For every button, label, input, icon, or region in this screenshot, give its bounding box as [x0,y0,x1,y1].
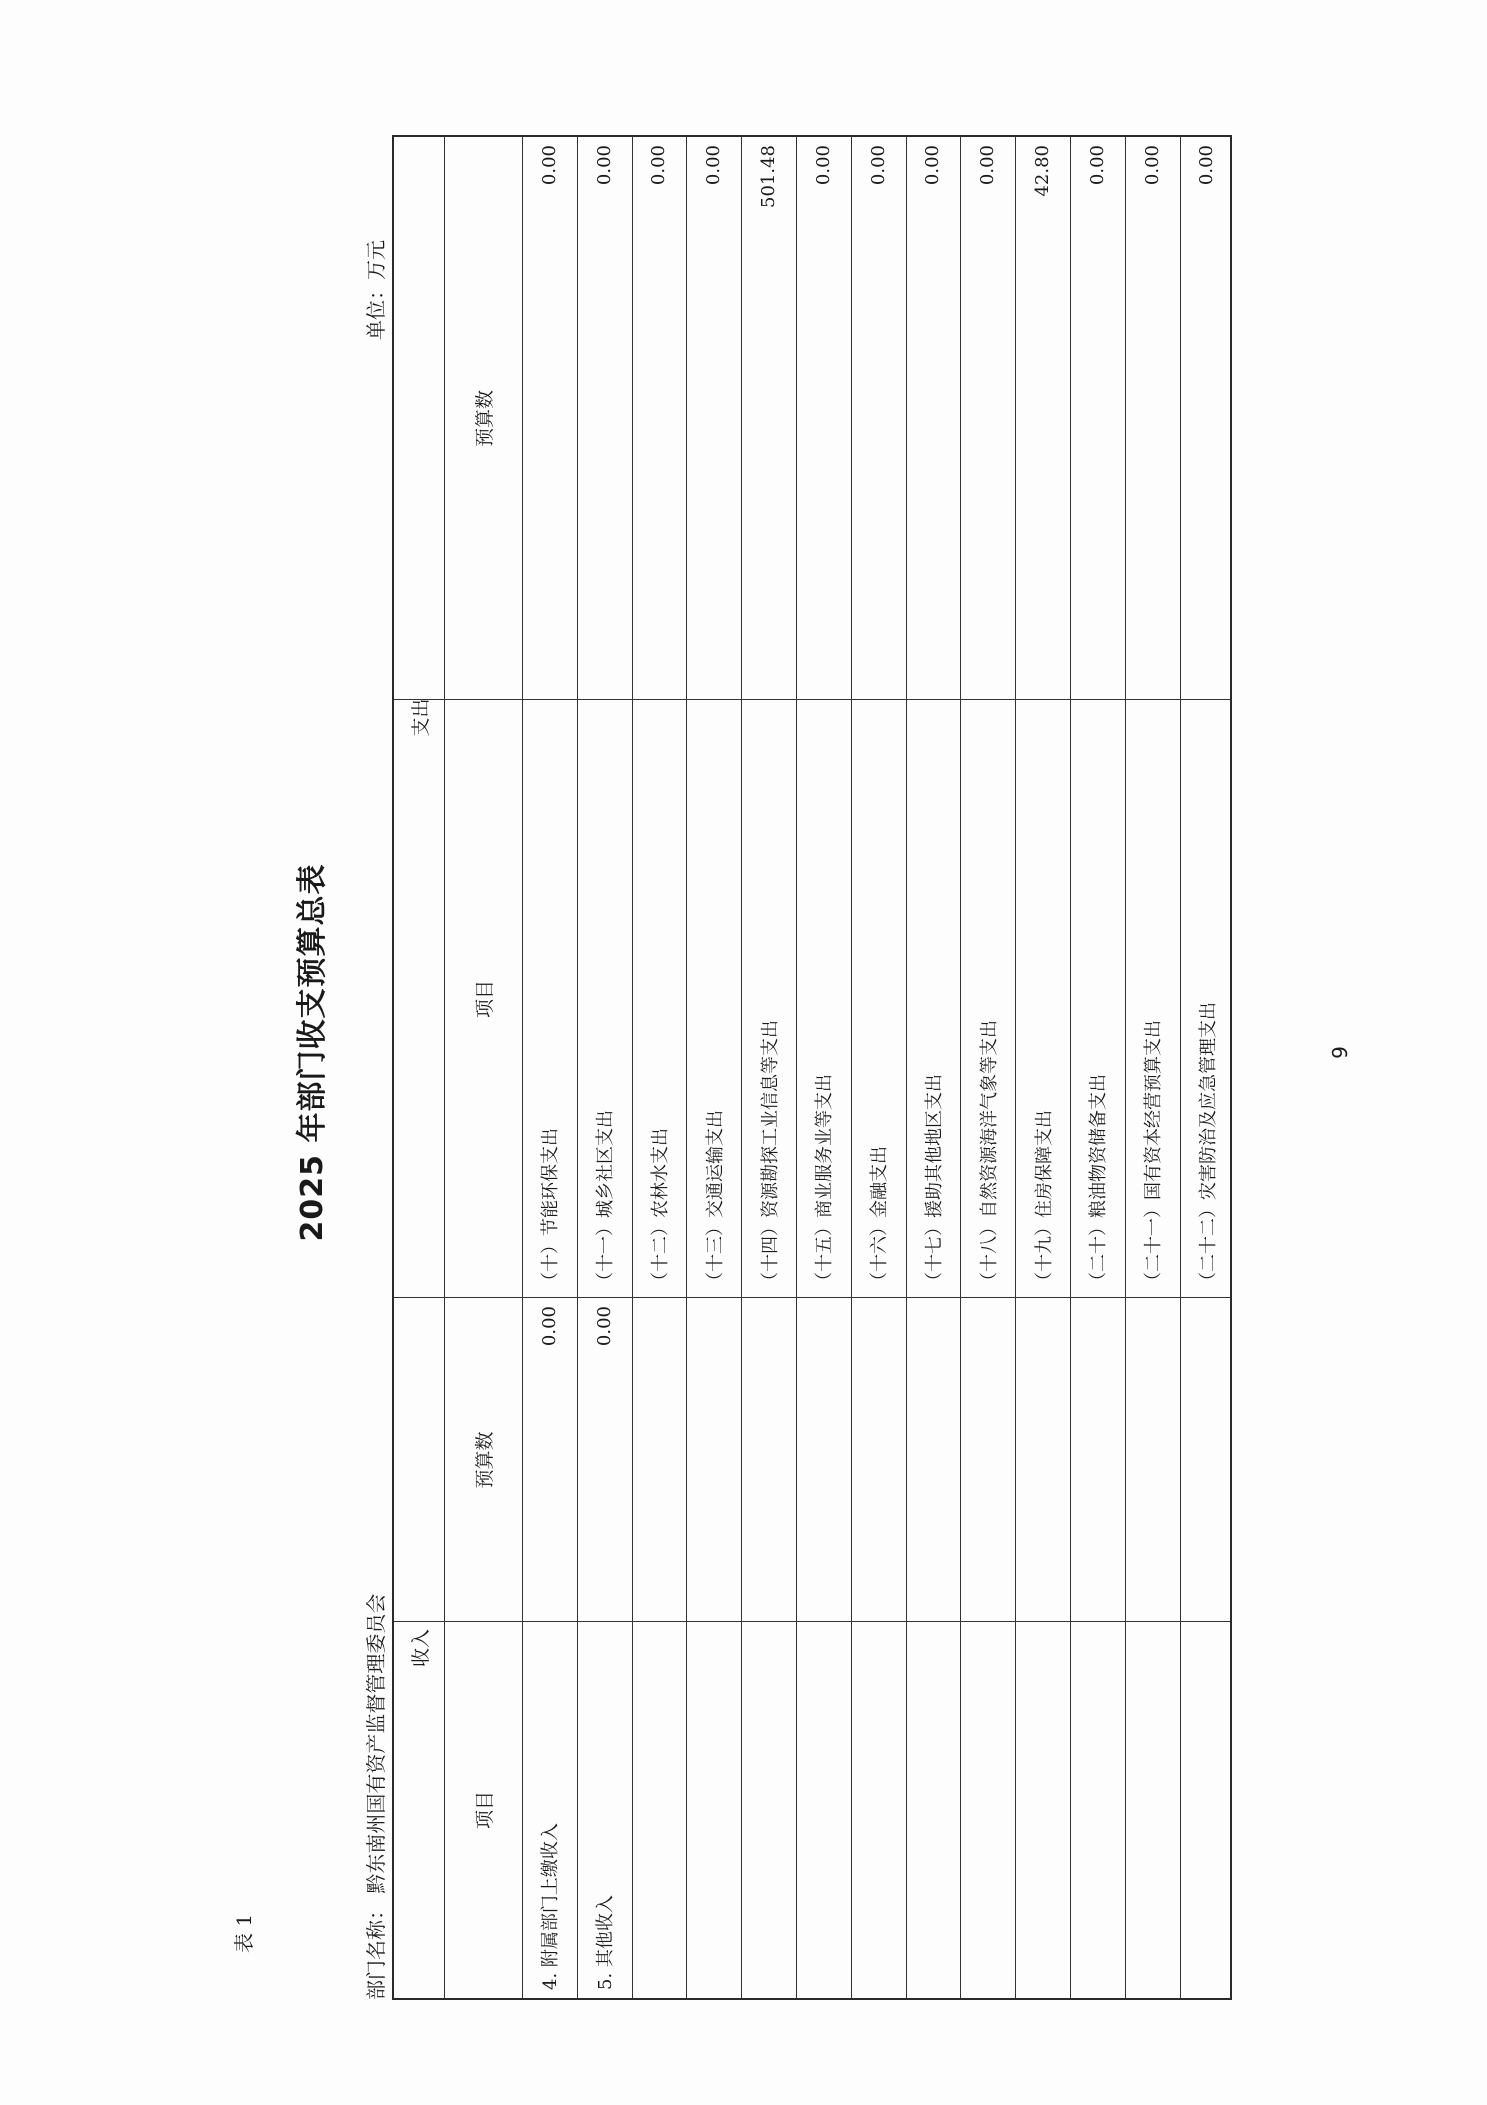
income-item-cell [1070,1622,1125,1998]
income-amount-cell [632,1298,687,1622]
income-amount-cell [1125,1298,1180,1622]
income-item-cell: 5. 其他收入 [595,1895,617,1990]
income-amount-cell [741,1298,796,1622]
expenditure-amount-cell: 0.00 [1086,145,1108,186]
income-item-cell: 4. 附属部门上缴收入 [540,1823,562,1990]
income-item-cell [960,1622,1015,1998]
income-item-cell [1180,1622,1235,1998]
expenditure-item-header: 项目 [473,980,496,1019]
expenditure-item-cell: （二十二）灾害防治及应急管理支出 [1197,1002,1219,1290]
expenditure-header: 支出 [409,698,432,737]
unit-label: 单位：万元 [364,240,388,340]
expenditure-amount-cell: 0.00 [593,145,615,186]
expenditure-amount-cell: 0.00 [812,145,834,186]
expenditure-item-cell: （十四）资源勘探工业信息等支出 [759,1020,781,1290]
expenditure-amount-cell: 0.00 [922,145,944,186]
expenditure-item-cell: （十二）农林水支出 [649,1128,671,1290]
income-item-cell [851,1622,906,1998]
expenditure-item-cell: （二十）粮油物资储备支出 [1088,1074,1110,1290]
expenditure-amount-cell: 0.00 [1196,145,1218,186]
expenditure-amount-cell: 42.80 [1032,145,1054,197]
income-budget-header: 预算数 [473,1431,496,1489]
expenditure-amount-cell: 0.00 [977,145,999,186]
income-amount-cell: 0.00 [538,1306,560,1347]
budget-table [392,135,1232,2000]
income-amount-cell: 0.00 [593,1306,615,1347]
expenditure-item-cell: （十）节能环保支出 [540,1128,562,1290]
sheet-label: 表 1 [232,1913,256,1953]
income-item-cell [1015,1622,1070,1998]
income-amount-cell [686,1298,741,1622]
page-title: 2025 年部门收支预算总表 [295,863,330,1242]
income-item-cell [1125,1622,1180,1998]
expenditure-item-cell: （十八）自然资源海洋气象等支出 [978,1020,1000,1290]
expenditure-item-cell: （十一）城乡社区支出 [595,1110,617,1290]
expenditure-item-cell: （十九）住房保障支出 [1033,1110,1055,1290]
income-header: 收入 [409,1629,432,1668]
income-amount-cell [1070,1298,1125,1622]
expenditure-item-cell: （十六）金融支出 [869,1146,891,1290]
income-item-cell [796,1622,851,1998]
department-name: 部门名称： 黔东南州国有资产监督管理委员会 [364,1593,388,2000]
page-number: 9 [1328,1046,1352,1059]
income-item-header: 项目 [473,1791,496,1830]
expenditure-budget-header: 预算数 [473,390,496,448]
expenditure-item-cell: （十七）援助其他地区支出 [923,1074,945,1290]
expenditure-item-cell: （二十一）国有资本经营预算支出 [1143,1020,1165,1290]
income-amount-cell [1180,1298,1235,1622]
expenditure-amount-cell: 0.00 [648,145,670,186]
expenditure-item-cell: （十五）商业服务业等支出 [814,1074,836,1290]
income-item-cell [741,1622,796,1998]
income-amount-cell [796,1298,851,1622]
expenditure-amount-cell: 0.00 [1141,145,1163,186]
income-item-cell [906,1622,961,1998]
income-amount-cell [906,1298,961,1622]
expenditure-item-cell: （十三）交通运输支出 [704,1110,726,1290]
expenditure-amount-cell: 0.00 [867,145,889,186]
expenditure-amount-cell: 0.00 [703,145,725,186]
income-amount-cell [1015,1298,1070,1622]
expenditure-amount-cell: 501.48 [758,145,780,208]
income-amount-cell [851,1298,906,1622]
income-item-cell [632,1622,687,1998]
expenditure-amount-cell: 0.00 [538,145,560,186]
income-amount-cell [960,1298,1015,1622]
income-item-cell [686,1622,741,1998]
